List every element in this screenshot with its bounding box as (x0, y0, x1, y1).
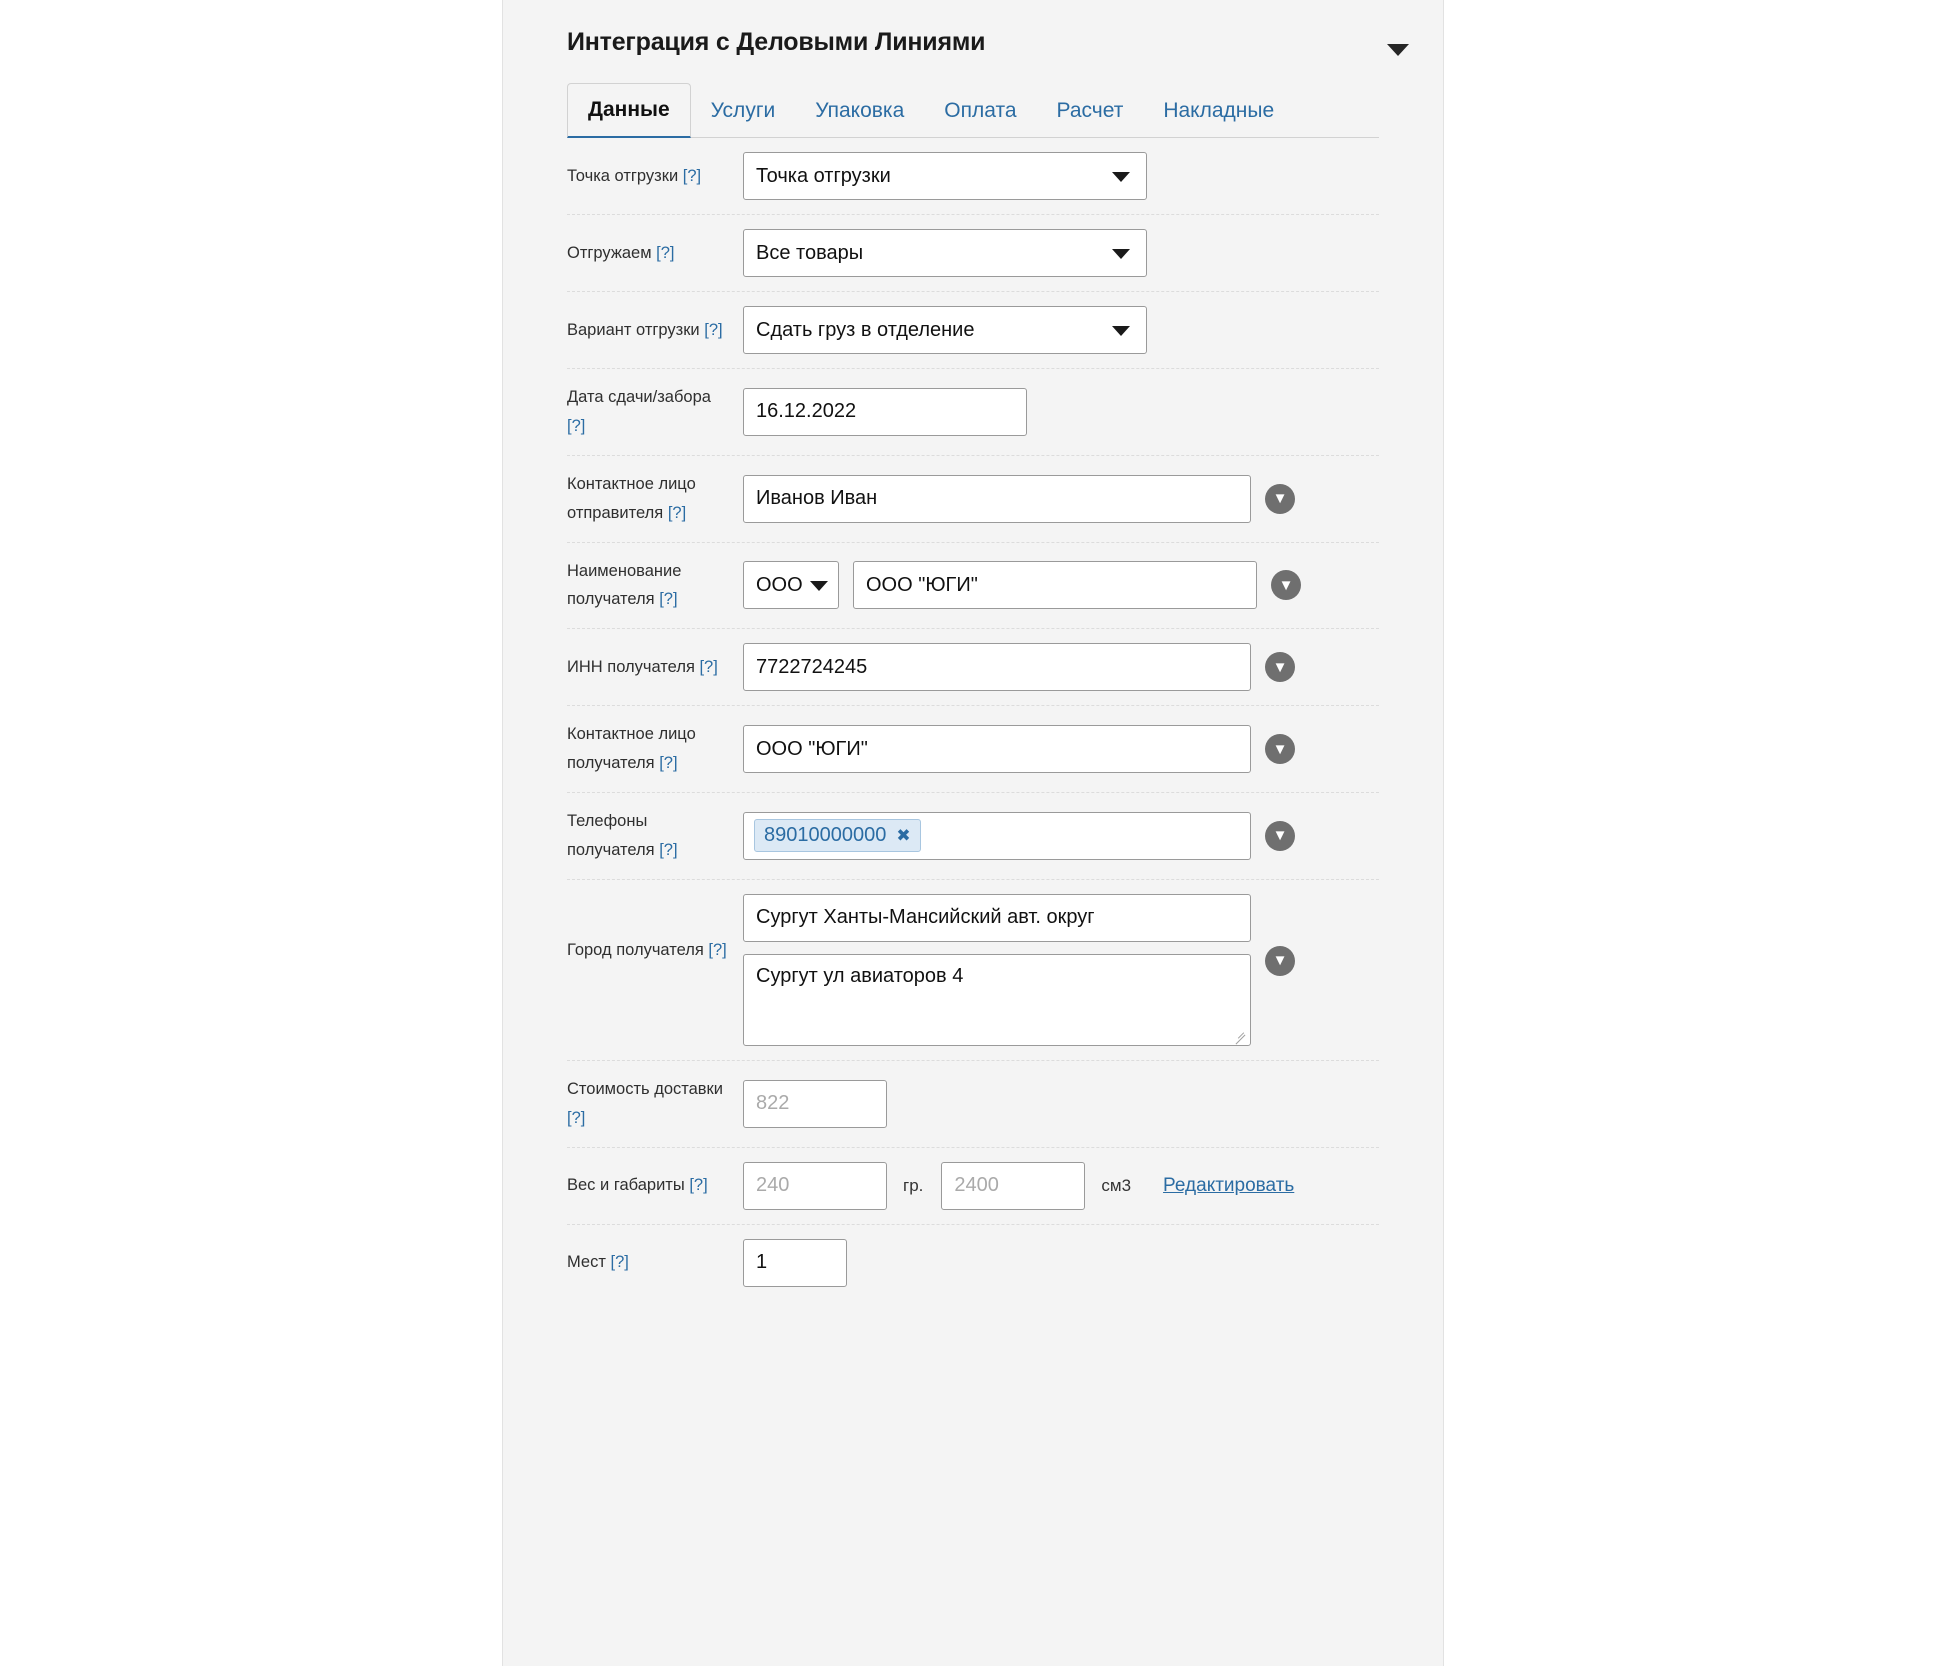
handover-date-value: 16.12.2022 (756, 400, 857, 423)
receiver-name-input[interactable] (853, 561, 1257, 609)
label-handover-date (567, 383, 743, 441)
field-shipping-items (743, 229, 1379, 277)
label-receiver-name-text: Наименование получателя (567, 561, 682, 609)
label-handover-date-text: Дата сдачи/забора (567, 388, 711, 406)
edit-dimensions-link[interactable]: Редактировать (1163, 1174, 1295, 1196)
receiver-contact-dropdown-icon[interactable]: ▼ (1265, 734, 1295, 764)
phone-tag (754, 819, 921, 852)
row-delivery-cost (567, 1061, 1379, 1148)
row-shipping-items (567, 215, 1379, 292)
field-sender-contact (743, 475, 1379, 523)
shipping-items-value: Все товары (756, 241, 864, 264)
help-icon[interactable]: [?] (708, 940, 727, 959)
label-weight-dimensions (567, 1171, 743, 1200)
receiver-name-value: ООО "ЮГИ" (866, 573, 978, 596)
receiver-phones-dropdown-icon[interactable]: ▼ (1265, 821, 1295, 851)
receiver-city-value: Сургут Ханты-Мансийский авт. округ (756, 906, 1095, 929)
receiver-address-value: Сургут ул авиаторов 4 (756, 964, 964, 987)
receiver-city-input[interactable] (743, 894, 1251, 942)
help-icon[interactable]: [?] (567, 416, 586, 435)
help-icon[interactable]: [?] (656, 243, 675, 262)
tabs (567, 83, 1379, 138)
dellin-integration-panel (502, 0, 1444, 1666)
row-receiver-city (567, 880, 1379, 1061)
label-shipping-items (567, 239, 743, 268)
row-receiver-name (567, 543, 1379, 630)
label-receiver-contact (567, 720, 743, 778)
label-receiver-city (567, 894, 743, 965)
receiver-legal-form-value: ООО (756, 573, 803, 596)
row-receiver-contact (567, 706, 1379, 793)
label-receiver-phones-text: Телефоны получателя (567, 812, 655, 859)
row-weight-dimensions (567, 1148, 1379, 1225)
label-sender-contact (567, 470, 743, 528)
shipping-variant-value: Сдать груз в отделение (756, 318, 975, 341)
help-icon[interactable]: [?] (659, 590, 678, 609)
field-receiver-city (743, 894, 1379, 1046)
receiver-contact-input[interactable] (743, 725, 1251, 773)
row-handover-date (567, 369, 1379, 456)
data-form (567, 138, 1379, 1301)
label-receiver-inn (567, 653, 743, 682)
places-value: 1 (756, 1251, 768, 1273)
tab-raschet[interactable]: Расчет (1056, 99, 1124, 122)
chevron-down-icon (810, 581, 828, 591)
label-places (567, 1248, 743, 1277)
tab-oplata[interactable]: Оплата (944, 99, 1017, 122)
field-receiver-contact (743, 725, 1379, 773)
row-places (567, 1225, 1379, 1301)
label-receiver-inn-text: ИНН получателя (567, 657, 695, 676)
volume-unit-label: см3 (1101, 1175, 1132, 1195)
row-shipping-point (567, 138, 1379, 215)
label-shipping-variant-text: Вариант отгрузки (567, 320, 700, 339)
field-places (743, 1239, 1379, 1287)
row-receiver-inn (567, 629, 1379, 706)
row-shipping-variant (567, 292, 1379, 369)
receiver-address-textarea[interactable] (743, 954, 1251, 1046)
receiver-inn-input[interactable] (743, 643, 1251, 691)
delivery-cost-placeholder: 822 (756, 1092, 790, 1115)
chevron-down-icon (1112, 249, 1130, 259)
handover-date-input[interactable] (743, 388, 1027, 436)
receiver-name-dropdown-icon[interactable]: ▼ (1271, 570, 1301, 600)
help-icon[interactable]: [?] (659, 754, 678, 773)
tab-dannye[interactable]: Данные (567, 83, 691, 138)
label-sender-contact-text: Контактное лицо отправителя (567, 474, 696, 522)
sender-contact-value: Иванов Иван (756, 487, 878, 510)
label-delivery-cost-text: Стоимость доставки (567, 1079, 723, 1098)
label-shipping-point (567, 162, 743, 191)
chevron-down-icon (1112, 172, 1130, 182)
help-icon[interactable]: [?] (704, 320, 723, 339)
field-shipping-variant (743, 306, 1379, 354)
page-title: Интеграция с Деловыми Линиями (567, 28, 986, 56)
shipping-point-select[interactable] (743, 152, 1147, 200)
help-icon[interactable]: [?] (699, 657, 718, 676)
field-handover-date (743, 388, 1379, 436)
row-sender-contact (567, 456, 1379, 543)
tab-uslugi[interactable]: Услуги (710, 99, 776, 122)
tab-nakladnye[interactable]: Накладные (1163, 99, 1275, 122)
label-receiver-phones (567, 807, 743, 865)
help-icon[interactable]: [?] (667, 503, 687, 522)
volume-placeholder: 2400 (954, 1174, 999, 1196)
label-weight-dimensions-text: Вес и габариты (567, 1176, 685, 1195)
label-receiver-city-text: Город получателя (567, 940, 704, 959)
label-shipping-point-text: Точка отгрузки (567, 166, 679, 185)
receiver-city-dropdown-icon[interactable]: ▼ (1265, 946, 1295, 976)
tab-upakovka[interactable]: Упаковка (815, 99, 905, 122)
receiver-legal-form-select[interactable] (743, 561, 839, 609)
shipping-point-value: Точка отгрузки (756, 164, 891, 187)
chevron-down-icon (1112, 326, 1130, 336)
shipping-items-select[interactable] (743, 229, 1147, 277)
delivery-cost-input[interactable] (743, 1080, 887, 1128)
field-receiver-name (743, 561, 1379, 609)
label-receiver-name (567, 557, 743, 615)
places-input[interactable] (743, 1239, 847, 1287)
help-icon[interactable]: [?] (610, 1253, 629, 1272)
help-icon[interactable]: [?] (689, 1176, 708, 1195)
sender-contact-dropdown-icon[interactable]: ▼ (1265, 484, 1295, 514)
field-receiver-phones (743, 812, 1379, 860)
sender-contact-input[interactable] (743, 475, 1251, 523)
field-shipping-point (743, 152, 1379, 200)
field-weight-dimensions (743, 1162, 1379, 1210)
help-icon[interactable]: [?] (567, 1108, 586, 1127)
label-delivery-cost (567, 1075, 743, 1133)
chevron-down-icon[interactable] (1387, 44, 1409, 56)
receiver-phones-input[interactable] (743, 812, 1251, 860)
field-delivery-cost (743, 1080, 1379, 1128)
weight-placeholder: 240 (756, 1174, 790, 1196)
weight-input[interactable] (743, 1162, 887, 1210)
label-receiver-contact-text: Контактное лицо получателя (567, 725, 696, 773)
close-icon[interactable]: ✖ (896, 825, 911, 845)
receiver-city-stack (743, 894, 1251, 1046)
volume-input[interactable] (941, 1162, 1085, 1210)
receiver-inn-dropdown-icon[interactable]: ▼ (1265, 652, 1295, 682)
panel-header (503, 0, 1443, 57)
field-receiver-inn (743, 643, 1379, 691)
row-receiver-phones (567, 793, 1379, 880)
help-icon[interactable]: [?] (659, 840, 678, 859)
receiver-contact-value: ООО "ЮГИ" (756, 737, 868, 760)
receiver-inn-value: 7722724245 (756, 655, 868, 678)
phone-tag-value: 89010000000 (764, 824, 887, 847)
label-shipping-variant (567, 316, 743, 345)
weight-unit-label: гр. (903, 1175, 924, 1195)
label-shipping-items-text: Отгружаем (567, 243, 652, 262)
help-icon[interactable]: [?] (682, 166, 702, 185)
resize-handle-icon[interactable] (1234, 1030, 1246, 1042)
shipping-variant-select[interactable] (743, 306, 1147, 354)
label-places-text: Мест (567, 1253, 606, 1272)
